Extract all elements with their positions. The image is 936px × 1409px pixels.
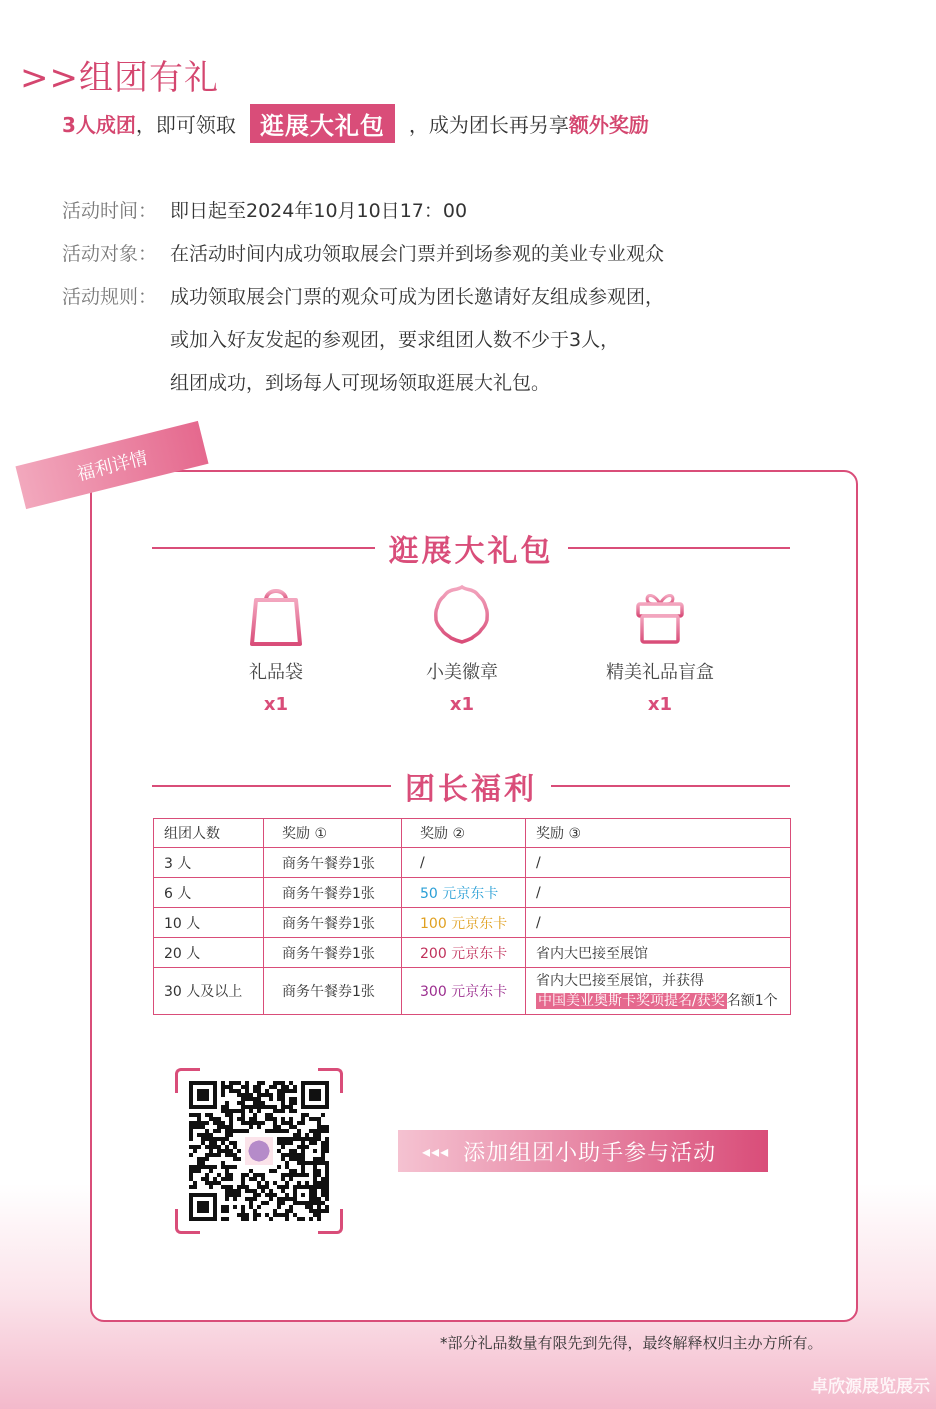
gift-section-title: 逛展大礼包 [388, 534, 554, 569]
benefits-ribbon: 福利详情 [15, 421, 208, 509]
leader-benefits-table [153, 818, 791, 1015]
table-cell: 200 元京东卡 [402, 938, 526, 968]
gift-section-header [152, 526, 790, 570]
info-time-label: 活动时间： [62, 200, 158, 222]
table-cell: 6 人 [154, 878, 264, 908]
badge-icon [429, 582, 495, 648]
gift-item-bag [196, 582, 356, 715]
table-cell: 商务午餐券1张 [264, 848, 402, 878]
gift-qty: x1 [449, 694, 475, 715]
qr-code-pattern [189, 1081, 329, 1221]
gift-item-badge [382, 582, 542, 715]
table-cell: / [526, 908, 791, 938]
table-header-row [154, 819, 791, 848]
table-row [154, 878, 791, 908]
table-row [154, 908, 791, 938]
info-rules [62, 282, 664, 309]
table-cell: 商务午餐券1张 [264, 908, 402, 938]
qr-code[interactable] [175, 1068, 343, 1234]
table-cell: 300 元京东卡 [402, 968, 526, 1015]
leader-section-header [152, 764, 790, 808]
leader-section-title: 团长福利 [405, 772, 537, 807]
info-rules-line2: 或加入好友发起的参观团，要求组团人数不少于3人， [170, 329, 620, 351]
subtitle-text-a: ，即可领取 [135, 112, 236, 137]
gift-item-box [580, 582, 740, 715]
table-row [154, 938, 791, 968]
info-target-label: 活动对象： [62, 243, 158, 265]
info-rules-line3: 组团成功，到场每人可现场领取逛展大礼包。 [170, 372, 551, 394]
table-cell: 100 元京东卡 [402, 908, 526, 938]
triple-arrow-left-icon: ◂◂◂ [422, 1141, 450, 1161]
award-highlight: 中国美业奥斯卡奖项提名/获奖 [538, 993, 725, 1009]
add-assistant-label: 添加组团小助手参与活动 [463, 1140, 717, 1166]
table-cell: / [526, 878, 791, 908]
table-cell: 10 人 [154, 908, 264, 938]
subtitle-text-b: ，成为团长再另享 [408, 112, 569, 137]
add-assistant-button[interactable] [398, 1130, 768, 1172]
info-rules-line1: 成功领取展会门票的观众可成为团长邀请好友组成参观团， [170, 286, 665, 308]
info-target-value: 在活动时间内成功领取展会门票并到场参观的美业专业观众 [170, 243, 665, 265]
gift-bag-icon [246, 582, 306, 648]
gift-qty: x1 [647, 694, 673, 715]
table-cell: / [526, 848, 791, 878]
table-cell [526, 968, 791, 1015]
table-cell: 20 人 [154, 938, 264, 968]
info-time [62, 196, 467, 223]
table-cell: / [402, 848, 526, 878]
subtitle-extra-reward: 额外奖励 [568, 112, 649, 137]
table-cell-line: 省内大巴接至展馆，并获得 [536, 973, 704, 989]
gift-name: 精美礼品盲盒 [606, 662, 714, 683]
info-time-value: 即日起至2024年10月10日17：00 [170, 200, 468, 222]
info-target [62, 239, 664, 266]
table-header-cell: 奖励 ③ [526, 819, 791, 848]
gift-name: 小美徽章 [426, 662, 498, 683]
table-cell: 省内大巴接至展馆 [526, 938, 791, 968]
table-header-cell: 奖励 ② [402, 819, 526, 848]
table-cell: 3 人 [154, 848, 264, 878]
table-header-cell: 组团人数 [154, 819, 264, 848]
table-cell: 30 人及以上 [154, 968, 264, 1015]
subtitle [62, 104, 649, 142]
table-cell: 50 元京东卡 [402, 878, 526, 908]
watermark: 卓欣源展览展示 [811, 1377, 930, 1397]
info-rules-label: 活动规则： [62, 286, 158, 308]
page-title: >>组团有礼 [20, 58, 219, 98]
gift-box-icon [630, 582, 690, 648]
table-cell: 商务午餐券1张 [264, 938, 402, 968]
table-row [154, 848, 791, 878]
table-header-cell: 奖励 ① [264, 819, 402, 848]
gift-name: 礼品袋 [249, 662, 303, 683]
footnote: *部分礼品数量有限先到先得，最终解释权归主办方所有。 [440, 1334, 823, 1352]
award-suffix: 名额1个 [726, 993, 778, 1009]
subtitle-group-size: 3人成团 [62, 112, 136, 137]
subtitle-gift-pill: 逛展大礼包 [250, 104, 395, 143]
gift-qty: x1 [263, 694, 289, 715]
table-cell: 商务午餐券1张 [264, 878, 402, 908]
table-cell: 商务午餐券1张 [264, 968, 402, 1015]
table-row [154, 968, 791, 1015]
